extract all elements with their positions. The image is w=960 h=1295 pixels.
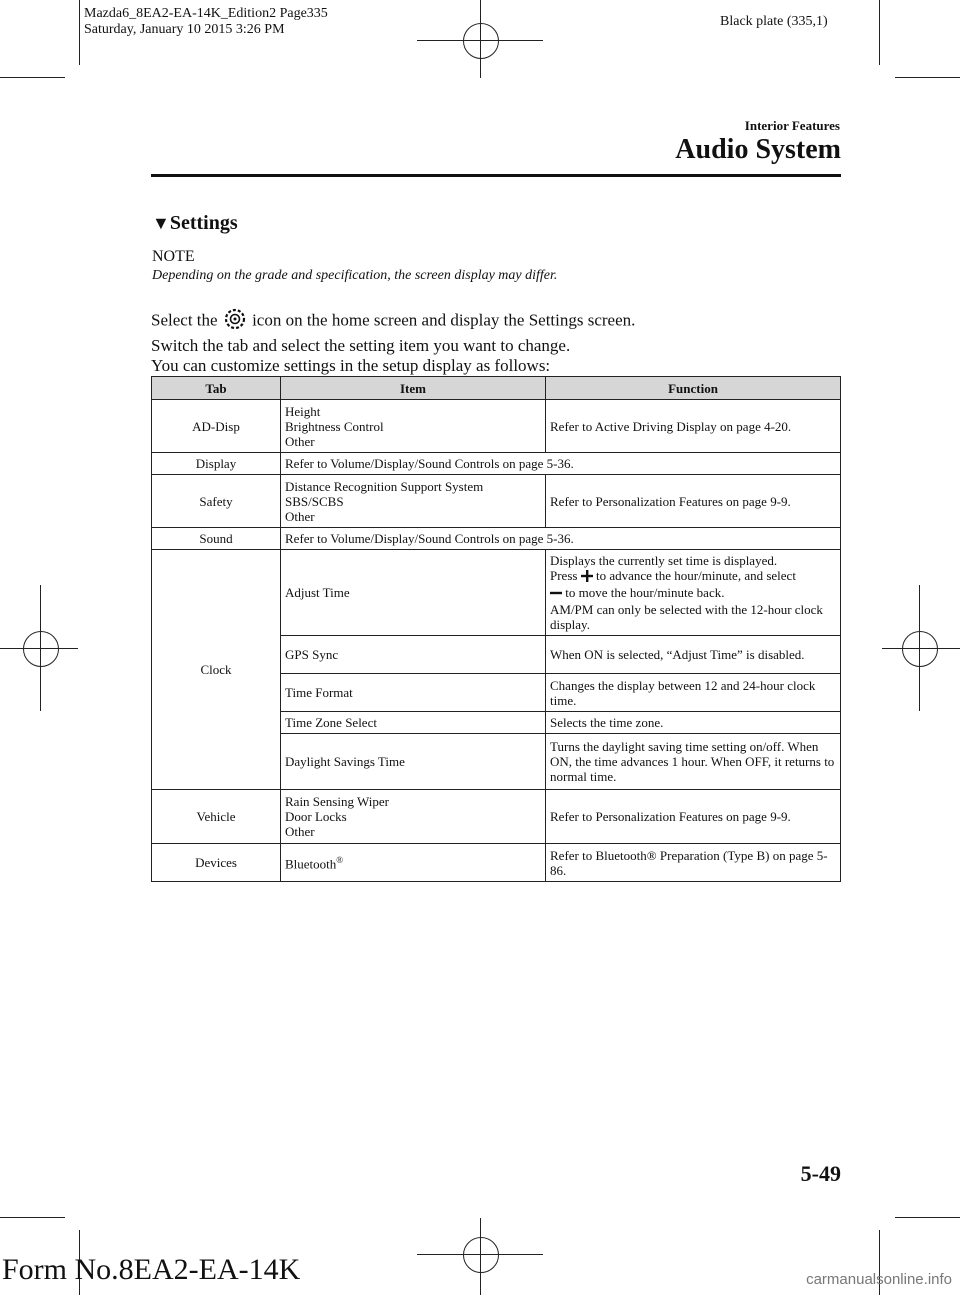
function-line: AM/PM can only be selected with the 12-hour clock display. (550, 601, 823, 632)
crop-mark (0, 77, 65, 78)
function-line: Displays the currently set time is displayed. (550, 553, 778, 569)
registration-target-icon (463, 1237, 499, 1273)
minus-icon (550, 587, 562, 602)
tab-cell: Sound (152, 528, 281, 550)
merged-cell: Refer to Volume/Display/Sound Controls on page 5-36. (281, 453, 841, 475)
section-category: Interior Features (744, 118, 840, 133)
section-title: Audio System (675, 134, 841, 165)
body-line-3: You can customize settings in the setup display as follows: (151, 356, 551, 375)
crop-mark (79, 0, 80, 65)
heading-marker-icon: ▼ (152, 213, 170, 233)
table-header-row (152, 377, 841, 400)
page-number: 5-49 (800, 1161, 841, 1186)
heading-label: Settings (169, 212, 238, 234)
tab-cell: Clock (152, 550, 281, 790)
tab-cell: Devices (152, 844, 281, 882)
function-cell: When ON is selected, “Adjust Time” is disabled. (546, 636, 841, 674)
header-tab: Tab (152, 377, 281, 400)
item-text: Bluetooth (285, 856, 337, 872)
body-line-1-post: icon on the home screen and display the Settings screen. (252, 310, 636, 330)
plus-icon (581, 570, 593, 585)
item-cell: Time Zone Select (281, 712, 546, 734)
table-row (152, 528, 841, 550)
table-row (152, 400, 841, 453)
item-line: Rain Sensing Wiper (285, 794, 389, 809)
tab-cell: AD-Disp (152, 400, 281, 453)
registration-target-icon (463, 23, 499, 59)
function-cell: Selects the time zone. (546, 712, 841, 734)
item-line: Distance Recognition Support System (285, 478, 484, 494)
crop-mark (895, 1217, 960, 1218)
tab-cell: Vehicle (152, 790, 281, 844)
function-cell: Changes the display between 12 and 24-hour clock time. (546, 674, 841, 712)
form-number: Form No.8EA2-EA-14K (2, 1253, 301, 1286)
function-cell: Refer to Bluetooth® Preparation (Type B) on page 5-86. (546, 844, 841, 882)
print-job-info (84, 6, 328, 38)
item-line: Brightness Control (285, 418, 384, 434)
settings-gear-icon (222, 307, 248, 336)
crop-mark (895, 77, 960, 78)
print-job-date: Saturday, January 10 2015 3:26 PM (84, 22, 285, 37)
item-cell (281, 475, 546, 528)
registration-target-icon (902, 631, 938, 667)
crop-mark (0, 1217, 65, 1218)
body-line-2: Switch the tab and select the setting item you want to change. (151, 336, 571, 355)
item-line: Other (285, 508, 315, 524)
function-text: to move the hour/minute back. (565, 585, 725, 600)
merged-cell: Refer to Volume/Display/Sound Controls on page 5-36. (281, 528, 841, 550)
item-cell: Adjust Time (281, 550, 546, 636)
function-cell: Turns the daylight saving time setting on/off. When ON, the time advances 1 hour. When OFF, it returns to normal time. (546, 734, 841, 790)
plate-label: Black plate (335,1) (720, 14, 828, 29)
table-row (152, 453, 841, 475)
item-line: Other (285, 824, 315, 839)
body-line-1 (151, 307, 851, 336)
watermark: carmanualsonline.info (806, 1271, 952, 1288)
table-row (152, 550, 841, 636)
item-cell: Time Format (281, 674, 546, 712)
registration-target-icon (23, 631, 59, 667)
table-row (152, 475, 841, 528)
function-cell: Refer to Personalization Features on page 9-9. (546, 790, 841, 844)
crop-mark (879, 0, 880, 65)
item-cell (281, 790, 546, 844)
item-cell: GPS Sync (281, 636, 546, 674)
settings-heading (152, 212, 238, 235)
item-line: Door Locks (285, 809, 347, 824)
print-job-name: Mazda6_8EA2-EA-14K_Edition2 Page335 (84, 6, 328, 21)
function-cell: Refer to Active Driving Display on page 4-20. (546, 400, 841, 453)
function-text: Press (550, 568, 578, 584)
tab-cell: Display (152, 453, 281, 475)
header-function: Function (546, 377, 841, 400)
item-line: Other (285, 433, 315, 449)
function-cell (546, 550, 841, 636)
body-paragraph (151, 307, 851, 376)
function-line (550, 568, 836, 585)
function-line (550, 585, 836, 602)
table-row (152, 790, 841, 844)
item-cell: Daylight Savings Time (281, 734, 546, 790)
function-cell: Refer to Personalization Features on page 9-9. (546, 475, 841, 528)
note-text: Depending on the grade and specification, the screen display may differ. (152, 268, 558, 283)
header-item: Item (281, 377, 546, 400)
item-cell (281, 844, 546, 882)
item-line: Height (285, 403, 321, 419)
table-row (152, 844, 841, 882)
tab-cell: Safety (152, 475, 281, 528)
settings-table (151, 376, 841, 882)
function-text: to advance the hour/minute, and select (595, 568, 796, 584)
item-line: SBS/SCBS (285, 493, 344, 509)
registered-mark: ® (336, 855, 344, 866)
note-title: NOTE (152, 248, 195, 265)
section-rule (151, 174, 841, 177)
item-cell (281, 400, 546, 453)
body-line-1-pre: Select the (151, 310, 218, 330)
